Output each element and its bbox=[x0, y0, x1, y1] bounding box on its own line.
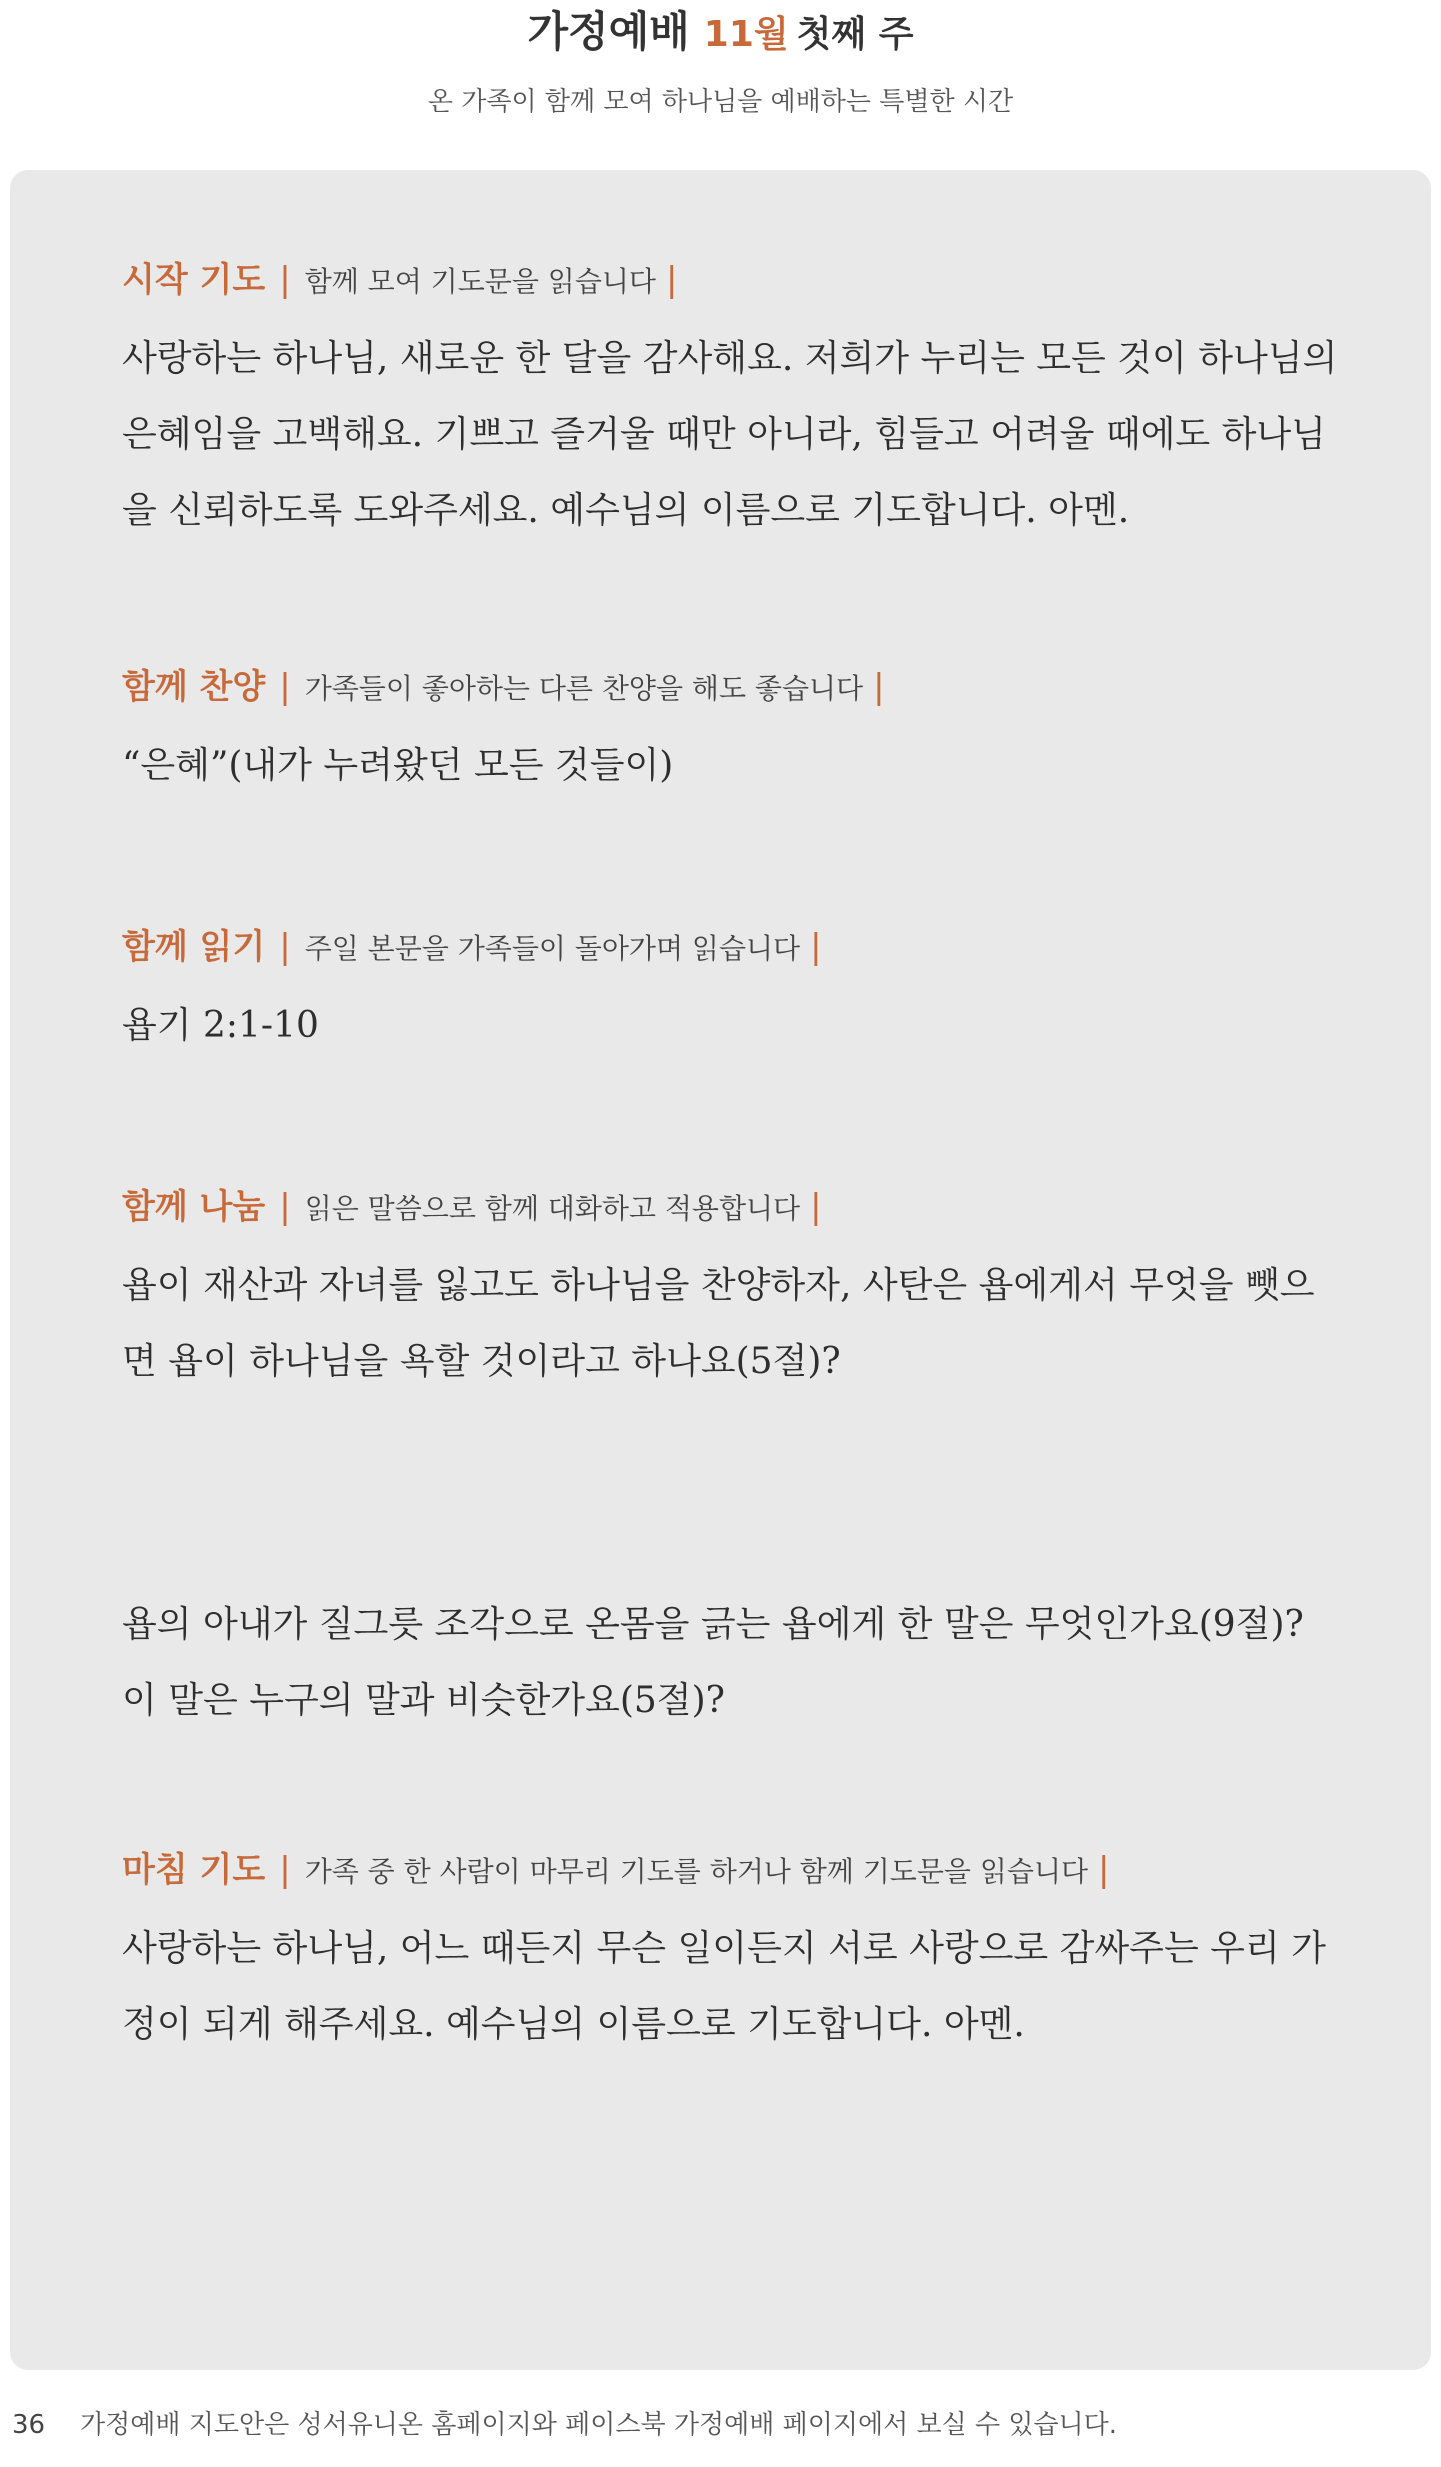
section-sharing bbox=[122, 1182, 1342, 1400]
section-body bbox=[122, 1911, 1342, 2063]
section-body bbox=[122, 321, 1342, 549]
section-reading bbox=[122, 922, 1342, 1064]
scripture-reference: 욥기 2:1-10 bbox=[122, 1005, 319, 1046]
prayer-text: 사랑하는 하나님, 새로운 한 달을 감사해요. 저희가 누리는 모든 것이 하나님의 은혜임을 고백해요. 기쁘고 즐거울 때만 아니라, 힘들고 어려울 때에도 하나님을 신뢰하도록 도와주세요. 예수님의 이름으로 기도합니다. 아멘. bbox=[122, 338, 1338, 531]
footer-note: 가정예배 지도안은 성서유니온 홈페이지와 페이스북 가정예배 페이지에서 보실 수 있습니다. bbox=[80, 2410, 1118, 2440]
section-closing-prayer bbox=[122, 1845, 1342, 2063]
divider-bar: | bbox=[279, 927, 291, 967]
prayer-text: 사랑하는 하나님, 어느 때든지 무슨 일이든지 서로 사랑으로 감싸주는 우리 가정이 되게 해주세요. 예수님의 이름으로 기도합니다. 아멘. bbox=[122, 1928, 1326, 2045]
section-description: 함께 모여 기도문을 읽습니다 bbox=[304, 265, 656, 298]
section-body bbox=[122, 988, 1342, 1064]
section-title: 마침 기도 bbox=[122, 1850, 266, 1890]
title-month: 11월 bbox=[703, 14, 789, 55]
title-week: 첫째 주 bbox=[796, 14, 914, 55]
divider-bar: | bbox=[665, 260, 678, 300]
song-title: “은혜”(내가 누려왔던 모든 것들이) bbox=[122, 745, 674, 786]
section-title: 함께 읽기 bbox=[122, 927, 266, 967]
divider-bar: | bbox=[279, 260, 291, 300]
section-opening-prayer bbox=[122, 255, 1342, 549]
section-title: 시작 기도 bbox=[122, 260, 266, 300]
section-heading bbox=[122, 662, 1342, 714]
section-sharing-question-2 bbox=[122, 1587, 1342, 1739]
page-number: 36 bbox=[12, 2410, 46, 2440]
divider-bar: | bbox=[810, 1187, 822, 1227]
divider-bar: | bbox=[873, 667, 885, 707]
section-body bbox=[122, 728, 1342, 804]
section-heading bbox=[122, 255, 1342, 307]
divider-bar: | bbox=[279, 1187, 291, 1227]
section-praise bbox=[122, 662, 1342, 804]
page-footer bbox=[0, 2400, 1441, 2450]
section-heading bbox=[122, 1845, 1342, 1897]
page-title bbox=[0, 4, 1441, 63]
section-body bbox=[122, 1248, 1342, 1400]
section-description: 읽은 말씀으로 함께 대화하고 적용합니다 bbox=[304, 1192, 801, 1225]
section-body bbox=[122, 1587, 1342, 1739]
section-description: 가족들이 좋아하는 다른 찬양을 해도 좋습니다 bbox=[304, 672, 864, 705]
section-description: 주일 본문을 가족들이 돌아가며 읽습니다 bbox=[304, 932, 801, 965]
section-heading bbox=[122, 1182, 1342, 1234]
section-title: 함께 찬양 bbox=[122, 667, 266, 707]
section-description: 가족 중 한 사람이 마무리 기도를 하거나 함께 기도문을 읽습니다 bbox=[304, 1855, 1089, 1888]
discussion-question-2: 욥의 아내가 질그릇 조각으로 온몸을 긁는 욥에게 한 말은 무엇인가요(9절)? 이 말은 누구의 말과 비슷한가요(5절)? bbox=[122, 1604, 1304, 1721]
discussion-question-1: 욥이 재산과 자녀를 잃고도 하나님을 찬양하자, 사탄은 욥에게서 무엇을 뺏으면 욥이 하나님을 욕할 것이라고 하나요(5절)? bbox=[122, 1265, 1315, 1382]
page-subtitle: 온 가족이 함께 모여 하나님을 예배하는 특별한 시간 bbox=[427, 87, 1014, 117]
divider-bar: | bbox=[279, 667, 291, 707]
divider-bar: | bbox=[1098, 1850, 1110, 1890]
divider-bar: | bbox=[279, 1850, 291, 1890]
divider-bar: | bbox=[810, 927, 822, 967]
title-main: 가정예배 bbox=[527, 7, 690, 56]
section-heading bbox=[122, 922, 1342, 974]
section-title: 함께 나눔 bbox=[122, 1187, 266, 1227]
